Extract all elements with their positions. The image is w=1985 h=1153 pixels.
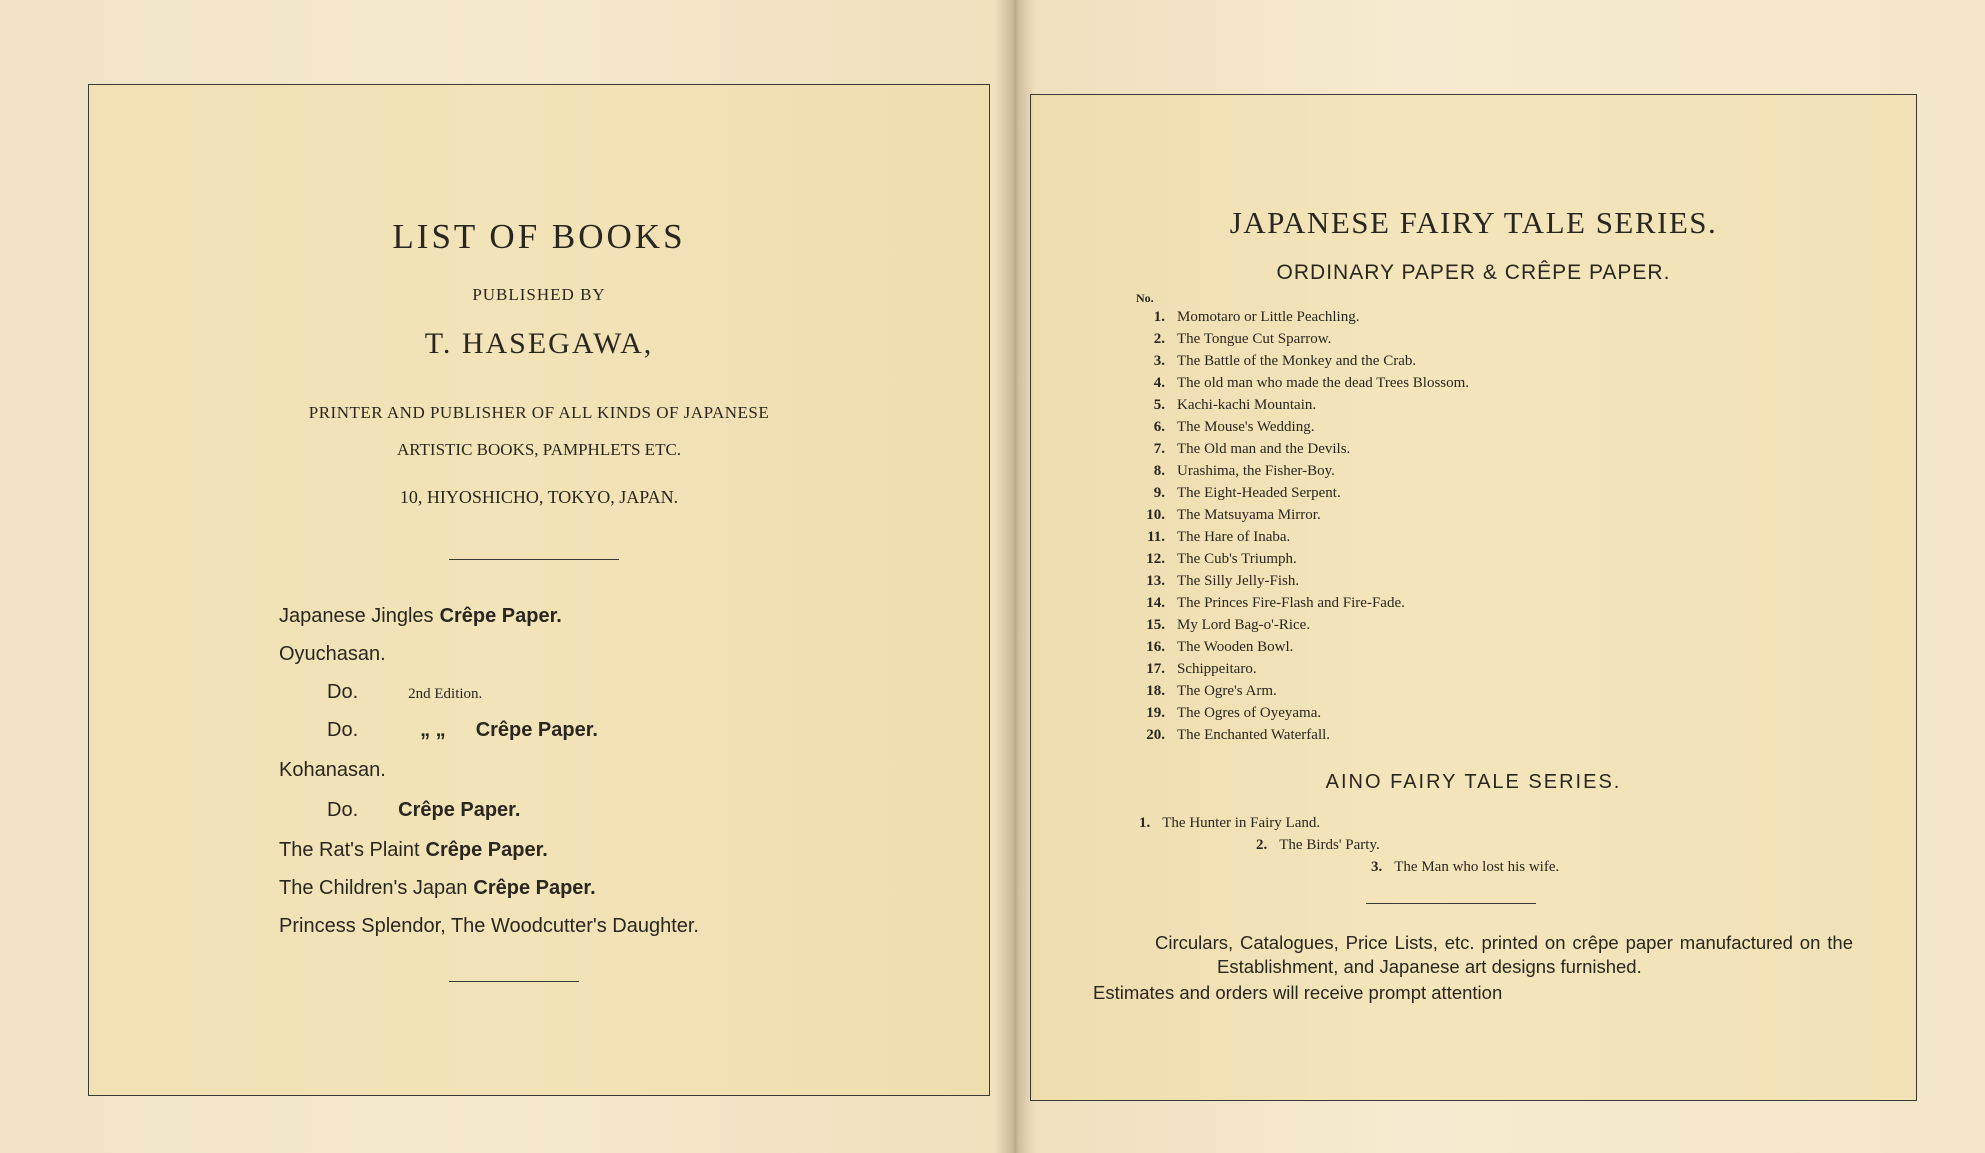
book-item: Japanese Jingles Crêpe Paper. — [279, 605, 562, 627]
list-item: 17. Schippeitaro. — [1146, 661, 1257, 677]
publisher-description-line2: ARTISTIC BOOKS, PAMPHLETS ETC. — [396, 440, 682, 459]
book-item: Kohanasan. — [279, 759, 386, 781]
list-item: 7. The Old man and the Devils. — [1153, 441, 1351, 457]
divider-rule — [1366, 903, 1536, 904]
aino-list-item: 1. The Hunter in Fairy Land. — [1139, 815, 1321, 831]
book-item: The Rat's Plaint Crêpe Paper. — [279, 839, 548, 861]
list-item: 20. The Enchanted Waterfall. — [1146, 727, 1331, 743]
footer-line1: Circulars, Catalogues, Price Lists, etc. printed on crêpe paper manufactured on the Establishment, and Japanese art designs furnished. — [1155, 932, 1853, 977]
list-item: 15. My Lord Bag-o'-Rice. — [1146, 617, 1311, 633]
book-gutter — [995, 0, 1035, 1153]
book-item: Do. 2nd Edition. — [327, 681, 483, 703]
aino-series-title: AINO FAIRY TALE SERIES. — [1325, 771, 1622, 793]
list-item: 8. Urashima, the Fisher-Boy. — [1153, 463, 1335, 479]
book-item: Oyuchasan. — [279, 643, 386, 665]
right-page — [1020, 0, 1985, 1153]
series-title: JAPANESE FAIRY TALE SERIES. — [1229, 205, 1718, 240]
list-item: 18. The Ogre's Arm. — [1146, 683, 1277, 699]
publisher-address: 10, HIYOSHICHO, TOKYO, JAPAN. — [399, 487, 679, 507]
list-item: 9. The Eight-Headed Serpent. — [1153, 485, 1341, 501]
list-item: 13. The Silly Jelly-Fish. — [1146, 573, 1300, 589]
list-item: 5. Kachi-kachi Mountain. — [1153, 397, 1317, 413]
list-item: 16. The Wooden Bowl. — [1146, 639, 1294, 655]
divider-rule — [449, 559, 619, 560]
footer-note — [1093, 931, 1853, 1005]
publisher-description-line1: PRINTER AND PUBLISHER OF ALL KINDS OF JAPANESE — [308, 403, 770, 422]
divider-rule — [449, 981, 579, 982]
aino-list-item: 2. The Birds' Party. — [1256, 837, 1380, 853]
list-item: 12. The Cub's Triumph. — [1146, 551, 1297, 567]
list-item: 19. The Ogres of Oyeyama. — [1146, 705, 1322, 721]
book-item: Do. Crêpe Paper. — [327, 799, 521, 821]
book-item: Do. „ „ Crêpe Paper. — [327, 719, 598, 741]
book-item: The Children's Japan Crêpe Paper. — [279, 877, 596, 899]
footer-line2: Estimates and orders will receive prompt attention — [1093, 982, 1503, 1003]
number-header: No. — [1136, 291, 1154, 305]
right-page-frame — [1030, 94, 1917, 1101]
publisher-name: T. HASEGAWA, — [424, 327, 654, 360]
aino-list-item: 3. The Man who lost his wife. — [1371, 859, 1560, 875]
left-page-frame — [88, 84, 990, 1096]
list-item: 4. The old man who made the dead Trees Blossom. — [1153, 375, 1470, 391]
list-item: 2. The Tongue Cut Sparrow. — [1153, 331, 1332, 347]
book-item: Princess Splendor, The Woodcutter's Daughter. — [279, 915, 699, 937]
list-item: 3. The Battle of the Monkey and the Crab. — [1153, 353, 1417, 369]
list-item: 14. The Princes Fire-Flash and Fire-Fade. — [1146, 595, 1405, 611]
list-item: 11. The Hare of Inaba. — [1147, 529, 1291, 545]
series-subtitle: ORDINARY PAPER & CRÊPE PAPER. — [1276, 261, 1671, 284]
published-by-label: PUBLISHED BY — [472, 285, 606, 304]
list-item: 1. Momotaro or Little Peachling. — [1153, 309, 1360, 325]
page-title: LIST OF BOOKS — [392, 217, 686, 256]
list-item: 6. The Mouse's Wedding. — [1153, 419, 1315, 435]
list-item: 10. The Matsuyama Mirror. — [1146, 507, 1321, 523]
